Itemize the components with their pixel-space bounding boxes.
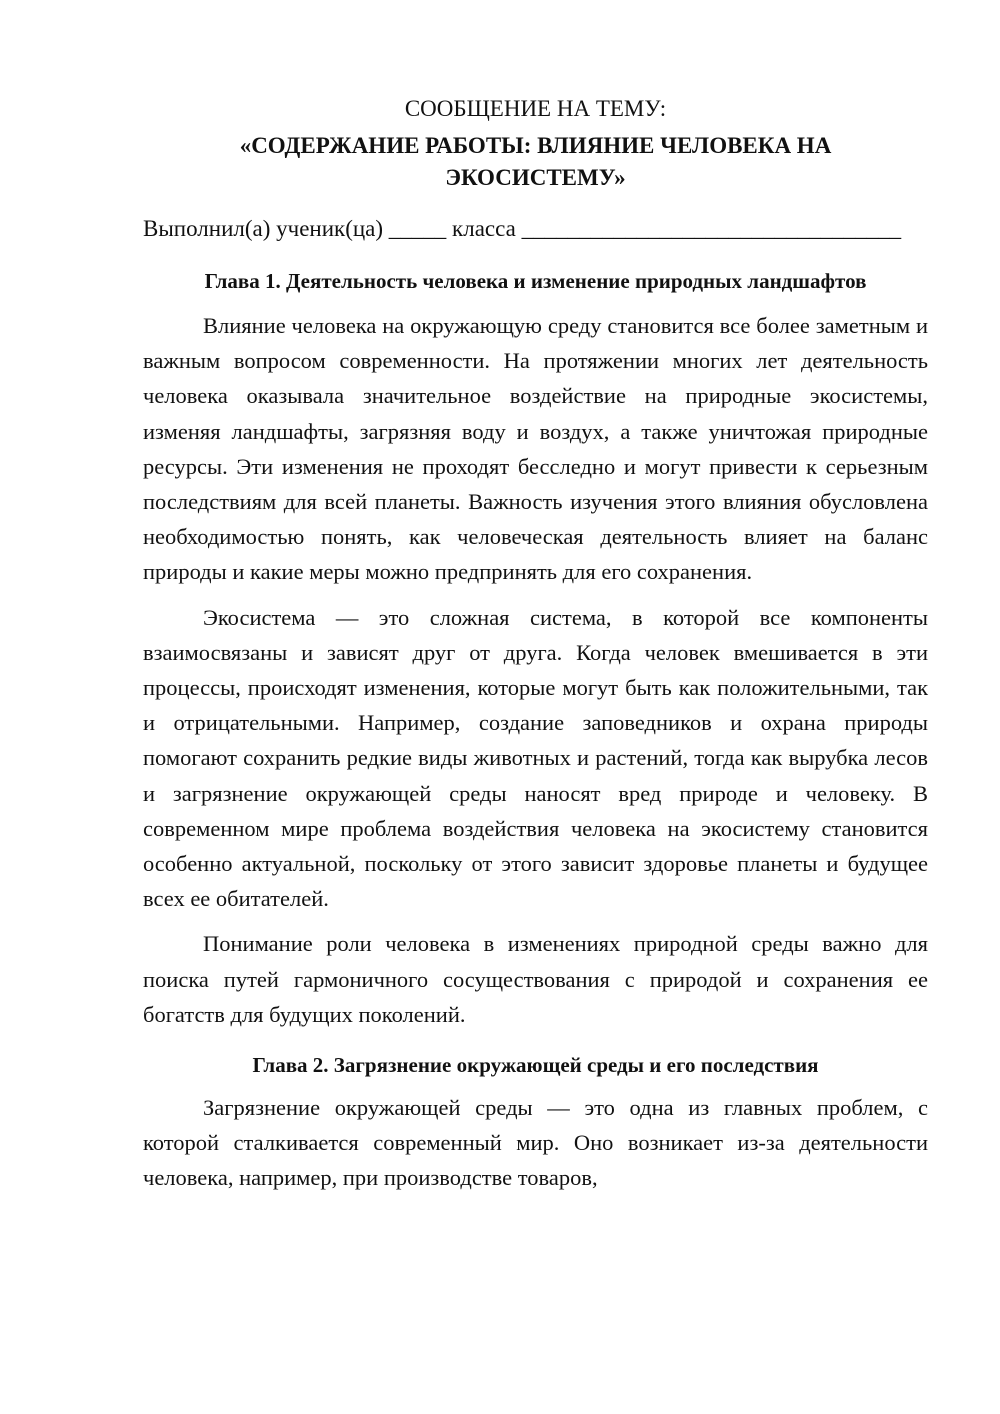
chapter-1-paragraph-2: Экосистема — это сложная система, в которой все компоненты взаимосвязаны и зависят друг от друга. Когда человек вмешивается в эти процессы, происходят изменения, которые могут быть как положительными, так и отрицательными. Например, создание заповедников и охрана природы помогают сохранить редкие виды животных и растений, тогда как вырубка лесов и загрязнение окружающей среды наносят вред природе и человеку. В современном мире проблема воздействия человека на экосистему становится особенно актуальной, поскольку от этого зависит здоровье планеты и будущее всех ее обитателей. [143, 604, 928, 912]
chapter-1-paragraph-1: Влияние человека на окружающую среду становится все более заметным и важным вопросом современности. На протяжении многих лет деятельность человека оказывала значительное воздействие на природные экосистемы, изменяя ландшафты, загрязняя воду и воздух, а также уничтожая природные ресурсы. Эти изменения не проходят бесследно и могут привести к серьезным последствиям для всей планеты. Важность изучения этого влияния обусловлена необходимостью понять, как человеческая деятельность влияет на баланс природы и какие меры можно предпринять для его сохранения. [143, 313, 928, 585]
chapter-1-paragraph-3: Понимание роли человека в изменениях природной среды важно для поиска путей гармоничного сосуществования с природой и сохранения ее богатств для будущих поколений. [143, 931, 928, 1027]
chapter-2-paragraph-1: Загрязнение окружающей среды — это одна из главных проблем, с которой сталкивается современный мир. Оно возникает из-за деятельности человека, например, при производстве товаров, [143, 1095, 928, 1191]
chapter-1-heading: Глава 1. Деятельность человека и изменение природных ландшафтов [204, 269, 867, 293]
student-line: Выполнил(а) ученик(ца) _____ класса _________________________________ [143, 216, 902, 241]
document-title: «СОДЕРЖАНИЕ РАБОТЫ: ВЛИЯНИЕ ЧЕЛОВЕКА НА ЭКОСИСТЕМУ» [239, 133, 832, 190]
document-page [143, 92, 928, 1206]
document-label: СООБЩЕНИЕ НА ТЕМУ: [404, 96, 667, 121]
chapter-2-heading: Глава 2. Загрязнение окружающей среды и его последствия [252, 1053, 819, 1078]
